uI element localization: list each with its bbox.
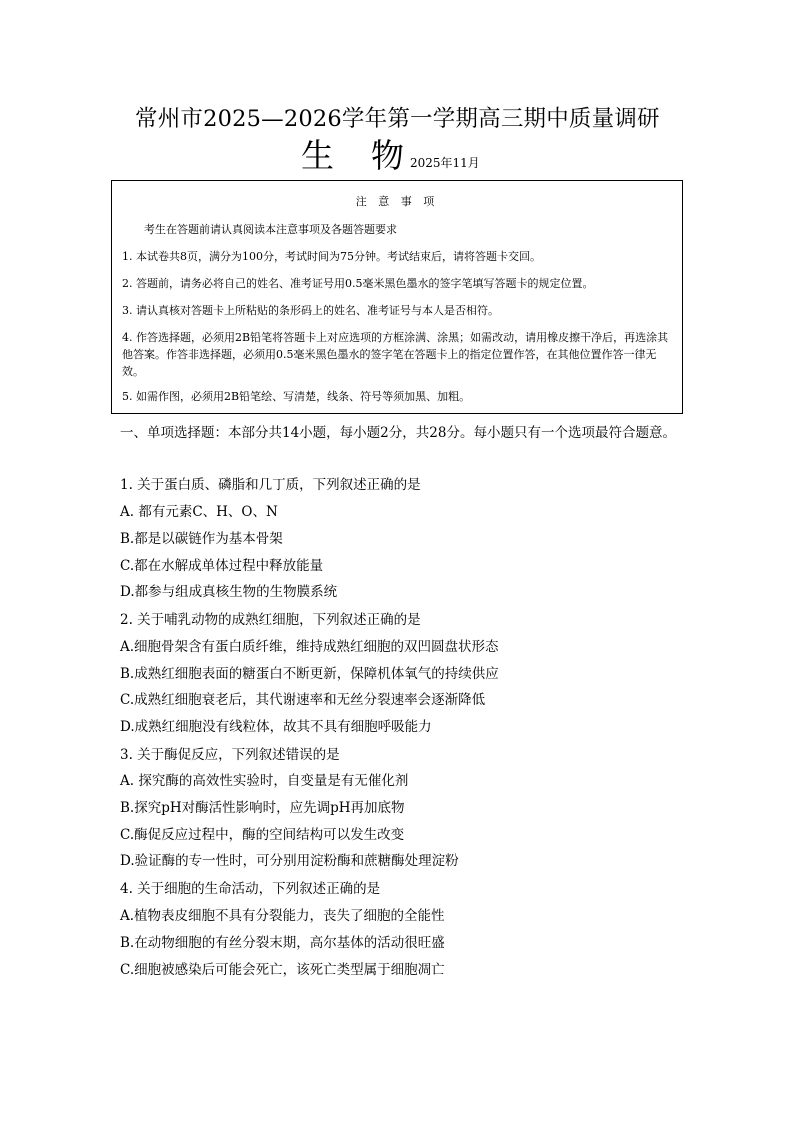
question-option: D.都参与组成真核生物的生物膜系统: [120, 584, 338, 600]
question-option: B.探究pH对酶活性影响时，应先调pH再加底物: [120, 800, 405, 816]
notice-item: 5. 如需作图，必须用2B铅笔绘、写清楚，线条、符号等须加黑、加粗。: [122, 390, 471, 403]
question-option: D.验证酶的专一性时，可分别用淀粉酶和蔗糖酶处理淀粉: [120, 853, 459, 869]
question-option: A. 都有元素C、H、O、N: [120, 504, 278, 520]
question-option: B.成熟红细胞表面的糖蛋白不断更新，保障机体氧气的持续供应: [120, 666, 499, 682]
question-stem: 3. 关于酶促反应，下列叙述错误的是: [120, 747, 340, 763]
question-option: C.细胞被感染后可能会死亡，该死亡类型属于细胞凋亡: [120, 962, 445, 978]
subject-name: 生 物: [301, 136, 406, 175]
question-stem: 1. 关于蛋白质、磷脂和几丁质，下列叙述正确的是: [120, 477, 421, 493]
question-option: C.成熟红细胞衰老后，其代谢速率和无丝分裂速率会逐渐降低: [120, 692, 486, 708]
notice-box: [111, 180, 683, 414]
exam-title: 常州市2025—2026学年第一学期高三期中质量调研: [135, 106, 660, 132]
question-option: C.酶促反应过程中，酶的空间结构可以发生改变: [120, 827, 405, 843]
section-header: 一、单项选择题：本部分共14小题，每小题2分，共28分。每小题只有一个选项最符合题意。: [120, 425, 676, 441]
subject-heading: [301, 130, 480, 177]
question-stem: 4. 关于细胞的生命活动，下列叙述正确的是: [120, 881, 381, 897]
question-option: B.都是以碳链作为基本骨架: [120, 531, 283, 547]
question-option: C.都在水解成单体过程中释放能量: [120, 558, 324, 574]
notice-intro: 考生在答题前请认真阅读本注意事项及各题答题要求: [144, 223, 397, 236]
question-option: B.在动物细胞的有丝分裂末期，高尔基体的活动很旺盛: [120, 935, 445, 951]
notice-item: 3. 请认真核对答题卡上所粘贴的条形码上的姓名、准考证号与本人是否相符。: [122, 304, 499, 317]
question-option: D.成熟红细胞没有线粒体，故其不具有细胞呼吸能力: [120, 719, 432, 735]
question-stem: 2. 关于哺乳动物的成熟红细胞，下列叙述正确的是: [120, 612, 421, 628]
notice-title: 注 意 事 项: [355, 195, 439, 208]
notice-item: 2. 答题前，请务必将自己的姓名、准考证号用0.5毫米黑色墨水的签字笔填写答题卡的规定位置。: [122, 277, 594, 290]
question-option: A.植物表皮细胞不具有分裂能力，丧失了细胞的全能性: [120, 908, 445, 924]
question-option: A. 探究酶的高效性实验时，自变量是有无催化剂: [120, 773, 409, 789]
question-option: A.细胞骨架含有蛋白质纤维，维持成熟红细胞的双凹圆盘状形态: [120, 639, 499, 655]
notice-item: 4. 作答选择题，必须用2B铅笔将答题卡上对应选项的方框涂满、涂黑；如需改动，请用橡皮擦干净后，再选涂其他答案。作答非选择题，必须用0.5毫米黑色墨水的签字笔在答题卡上的指定位置作答，在其他位置作答一律无效。: [122, 331, 669, 378]
notice-item: 1. 本试卷共8页，满分为100分，考试时间为75分钟。考试结束后，请将答题卡交回。: [122, 250, 541, 263]
exam-date: 2025年11月: [410, 156, 480, 170]
